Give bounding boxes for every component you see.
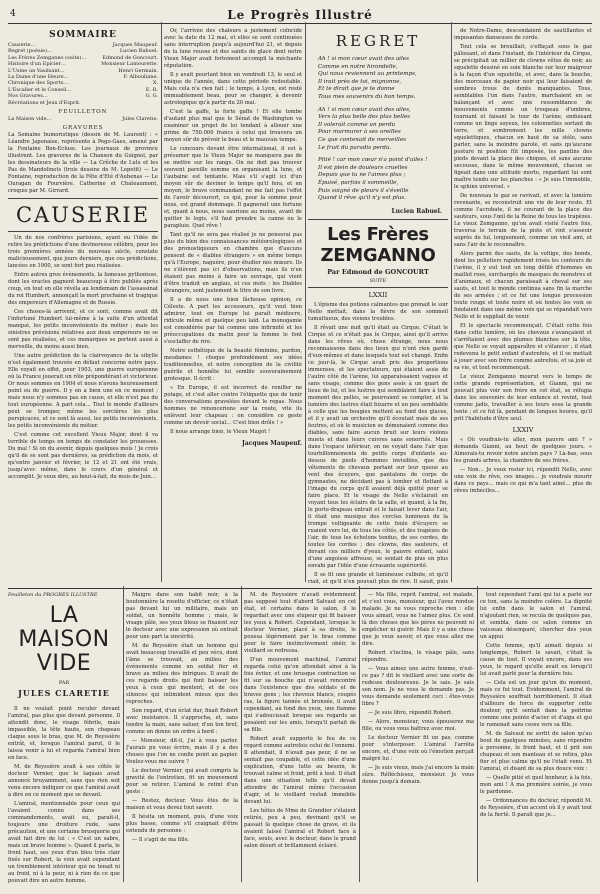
paragraph: Cette femme, qu'il aimait depuis si longtemps, Robert le savait, c'était la cause de tout. Il voyait encore, dans ses yeux, le regard qu'elle avait eu lorsqu'il lui avait parlé pour la dernière fois. xyxy=(480,643,592,677)
column-rule xyxy=(241,586,242,882)
poem-line: Comme en notre hirondelle, xyxy=(318,63,398,70)
chapter-number: LXXII xyxy=(368,290,388,299)
divider xyxy=(8,231,158,232)
paragraph: — Quelle pitié et quel bonheur, à la fois, mon ami ! À ma première soirée, je vous le pardonne. xyxy=(480,775,592,795)
poem-stanza xyxy=(318,56,448,102)
maison-vide-title: LA MAISON VIDE xyxy=(18,603,110,676)
column-rule xyxy=(451,22,452,582)
sommaire-item-label: Les Frères Zemganno (suite)… xyxy=(8,54,87,61)
poem-line: Ce que contenait de merveilles xyxy=(318,136,407,143)
column-rule xyxy=(305,22,306,582)
feuilleton-column-4 xyxy=(362,592,474,886)
sommaire-item-author: Henri Germain. xyxy=(118,67,158,74)
paragraph: Notre esthétique de la beauté féminine, pardon, mesdames ! choque profondément ses idées traditionnelles, et notre conception de la civilité puérile et honnête lui semble souverainement grotesque. Il écrit : xyxy=(164,348,302,382)
zemganno-body xyxy=(308,302,448,586)
causerie-continued xyxy=(164,28,302,436)
page-number: 4 xyxy=(10,9,16,19)
sommaire-item-label: La Maison vide… xyxy=(8,116,52,123)
paragraph: Le concours devant être international, il est à présumer que le Vieux Major ne manquera pas de se mettre sur les rangs. On ne doit pas trouver souvent pareille somme en organisant la lune, et l'aubaine est tentante. Mais s'il s'agit ici d'un moyen sûr de deviner le temps qu'il fera, et en moyen, le brave commandant ne me fait pas l'effet de l'avoir découvert, ce qui, pour la somme pour nous, est grand dommage. Il gagnerait une fortune et, quant à nous, nous saurions au moins, avant de quitter le logis, s'il faut prendre la canne ou le parapluie. Quel rêve ! xyxy=(164,146,302,229)
poem-line: Puis soigné de pleurs il s'éveille xyxy=(318,187,409,194)
paragraph: — Je suis libre, répondit Robert. xyxy=(368,710,453,716)
sommaire-item-label: Nos Gravures… xyxy=(8,93,48,100)
paragraph: Ces choses-là arrivent, et ce sont, comme avait dit l'infortuné Humbert lui-même à la suite d'un attentat manqué, les petits inconvénients du métier ; mais les sinistres prévisions relatives aux deux empereurs ne se sont pas réalisées, et ces monarques se portent aussi à merveille, du moins aussi bien. xyxy=(8,309,158,351)
paragraph: « En Europe, il est incorrect de renifler ne potage, et c'est aller contre l'étiquette que de tenir des conversations gravelées devant le repas. Nous hommes ne renoncerions sur la route, vite ils enlèvent leur chapeau : on considère ce geste comme un devoir social… C'est bien drôle ! » xyxy=(164,385,302,426)
poem-line: Et te dirait que je te donne xyxy=(318,86,395,93)
sommaire-item-author: F. Albouliane. xyxy=(123,74,158,81)
paragraph: de Notre-Dame, descendaient de sautillantes et imposantes danseuses de corde. xyxy=(454,28,592,41)
sommaire-item-label: Histoire d'un Epicier… xyxy=(8,61,66,68)
poem-line: Depuis que tu ne l'aimes plus ; xyxy=(318,172,406,179)
poem-line: Qui nous reviennent au printemps, xyxy=(318,71,417,78)
feuilleton-body xyxy=(362,592,474,786)
sommaire-item-label: Regret (poésie)… xyxy=(8,48,53,55)
poem-stanza xyxy=(318,107,448,153)
paragraph: Il a de nous une bien fâcheuse opinion, ce Céleste. A part les accesseurs, qu'il veut bien admirer, tout en Europe lui paraît médiocre, ridicule même et quelque peu laid. La monogamie est considérée par lui comme une infirmité et les préoccupations du matin pour la femme le font s'esclaffer de rire. xyxy=(164,297,302,345)
poem-line: Pitié ! car mon cœur n'a point d'ailes ! xyxy=(318,157,428,164)
page-header xyxy=(8,6,592,24)
poem-line: Vers la plus belle des plus belles xyxy=(318,114,411,121)
paragraph: De nouveau le gaz se ravivait, et avec la lumière revenante, se reconstruit une vie de leur reste. Et comme l'acrobate, il ne courant de la place des sauteurs, sous l'œil de la Reine de tous les trapèzes. Le vieux Zemganno, qu'on avait visité l'autre fois, traversa le terrain de la piste et vint s'asseoir auprès de lui, longuement, comme un vieil ami, et sans l'air de le reconnaître. xyxy=(454,193,592,248)
paragraph: M. de Reyssière avait à ses côtés le docteur Vernier, que le laquais avait annoncé bruyamment, sans que rien soit venu encore indiquer ce que l'amiral avait à dire en ce moment que se devant. xyxy=(8,764,120,798)
regret-author: Lucien Rabuel. xyxy=(391,207,442,215)
paragraph: Le docteur Vernier, qui avait compris la gravité de l'entretien, fit un mouvement pour se retirer. L'amiral le retint d'un geste : xyxy=(126,768,238,795)
paragraph: Le vieux Zemganno mourut vers le temps de cette grande représentation, et Gianni, qui ne pouvait plus voir son frère en cet état, se réfugia dans les souvenirs de leur enfance et revint, tout comme jadis, travailler à ses tours sous la grande tente ; et ce fut là, pendant de longues heures, qu'il prit l'habitude d'être seul. xyxy=(454,374,592,422)
sommaire-item-label: L'Escalier et le Conseil… xyxy=(8,86,72,93)
maison-vide-author: JULES CLARETIE xyxy=(18,688,110,698)
divider xyxy=(308,219,448,220)
column-1 xyxy=(8,28,158,586)
sommaire-title: SOMMAIRE xyxy=(49,30,117,40)
paragraph: M. de Reyssière était un homme qui avait beaucoup travaillé et peu vécu, dont l'âme se trouvait, au milieu des événements comme un soldat fier et brave au milieu des intrigues. Il avait de ces regards droits qui font baisser les yeux à ceux qui mentent, et de ces silences qui intimident mieux que des reproches. xyxy=(126,643,238,705)
poem-stanza xyxy=(318,157,448,203)
paragraph: Il rêvait une nuit qu'il était au Cirque. C'était le Cirque et ce n'était pas le Cirque, ainsi qu'il arrive dans les rêves où, chose étrange, nous nous reconnaissons dans des lieux qui n'ont rien gardé d'eux-mêmes et dans lesquels tout est changé. Enfin ce jour-là, le Cirque avait pris des proportions immenses, et les spectateurs, qui étaient assis de l'autre côté de l'arène, lui apparaissaient vagues et sans visage, comme des gens assis à un quart de lieue de lui, et les lustres qui semblaient faire à tout moment des pelles, se pourraient se compter, et la lumière des lustres était bizarre et un peu semblable à celle que les bougies mettent au fond des glaces, et il y avait un orchestre qu'il écoutait mais de ses feutres, et où le musicien se démenaient comme des diables, sans faire aucun bruit sur leurs violons muets et dans leurs cuivres sans sonorités. Mais dans l'espace inférieur, on ne voyait dans l'air que tourbillonnements de petits corps d'enfants au-dessus de pieds d'hommes invisibles, que des vêtements de chevaux portant sur leur queue au vent des écuyers, que pantalons de corps de gymnastes, ne décidant pas à tomber et flottant à l'image du corps qu'il avaient déjà quitté pour se faire place. Et le visage de Nello s'éclairait en voyant tous les éclairs de la salle, et quand, à la fin, le porte-drapeau entrait et le faisait lever dans l'air, il était une musique des cercles lumineux de la trompe voltigeante de cette foule d'écuyers se ruaient vers lui, de tous les côtés, et des trapèzes de l'air, de tous les échelons tendus, de ses cordes, de toutes les cordes ; des clowns, des sauteurs, et devant ces milliers d'yeux, le pauvre enfant, saisi d'une angoisse affreuse, se sentait de plus en plus envahi par l'idée d'une écrasante supériorité. xyxy=(308,324,448,569)
zemganno-byline: Par Edmond de GONCOURT xyxy=(327,267,429,276)
paragraph: Alors parmi des sauts, de la voltige, des bonds, dont les pelletiers rapidement irisés les contours de l'arène, il y eut tout un long défilé d'hommes en maillot rose, surchargés de masques de monstres et d'animaux, et chacun paraissait à cheval sur ses sauts, et tout le monde continua sans fin la marche de ses armées ; et ce fut une longue procession toute rouge et toute noire et où toutes les voix se fondaient dans une même voix qui se répandait vers Nello et le suppliait de venir. xyxy=(454,251,592,320)
sommaire-item-author: Lucien Rabuel. xyxy=(119,48,158,55)
feuilleton-body xyxy=(244,592,356,850)
sommaire-item xyxy=(8,100,158,106)
chapter-number: LXXIV xyxy=(512,426,534,434)
zemganno-title: Les Frères ZEMGANNO xyxy=(320,223,436,266)
paragraph: Il nous arrange bien, le Vieux Magot ! xyxy=(170,429,271,435)
poem-line: Il volerait comme un perdu xyxy=(318,121,396,128)
poem-line: Ah ! si mon cœur avait des ailes, xyxy=(318,106,411,113)
paragraph: — Ordonnances du docteur, répondit M. de Reyssière, d'un accent où il y avait tout de la fierté. Il paraît que je… xyxy=(480,798,592,818)
paragraph: Il se fit une grande et lumineuse culbute, et qu'il riait, et qu'il n'en pouvait plus de rire. Il saisit, puis xyxy=(308,571,448,585)
poem-line: Pour murmurer à ses oreilles xyxy=(318,129,401,136)
paragraph: — Restez, docteur. Vous êtes de la maison et vous devez tout savoir. xyxy=(126,798,238,811)
paragraph: L'épisme des potions calmantes que prenait le soir Nello mettait, dans la fièvre de son sommeil tumultueux, des visions troubles. xyxy=(308,301,448,322)
sommaire-item-label: Chronique des Sports… xyxy=(8,80,69,87)
section-divider xyxy=(8,588,592,589)
newspaper-page xyxy=(8,6,592,888)
feuilleton-column-2 xyxy=(126,592,238,886)
causerie-signature: Jacques Maupeuf. xyxy=(242,440,302,447)
paragraph: Son regard, d'un éclat dur, fixait Robert avec insistance. Il s'approcha, et, sans tendre la main, sans saluer, d'un ton bref, comme on donne un ordre à bord : xyxy=(126,708,238,735)
paragraph: — Ma fille, reprit l'amiral, est malade, et c'est vous, monsieur, qui l'avez rendue malade. Je ne vous reproche rien : elle vous aimait, vous ne l'aimez plus. Ce sont là des choses que les pères ne peuvent ni empêcher ni guérir. Mais il y a une chose que je veux savoir, et que vous allez me dire. xyxy=(362,592,474,647)
sommaire-item-author: Jacques Maupeuf. xyxy=(112,42,158,48)
paragraph: — Alors, monsieur, vous épouserez ma fille, ou vous vous battrez avec moi. xyxy=(362,719,474,732)
divider xyxy=(8,198,158,199)
sommaire-item-label: L'Usine un Vasilsant… xyxy=(8,67,65,74)
paragraph: Et le spectacle recommençait. C'était cette fois dans cette lumière, où les chevaux s'avançaient et s'arrêtaient avec des plumes blanches sur la tête, que Nello se voyait apparaître et s'élancer ; il était redevenu le petit enfant d'autrefois, et il se mettait à jouer avec son frère comme autrefois, et sa joie et sa vie, et tout recommençait. xyxy=(454,323,592,371)
sommaire-item-label: La Dame d'une Heure… xyxy=(8,74,69,81)
feuilleton-column-5 xyxy=(480,592,592,886)
regret-poem xyxy=(308,56,448,203)
column-rule xyxy=(161,22,162,582)
feuilleton-heading: FEUILLETON xyxy=(58,109,108,116)
column-2 xyxy=(164,28,302,586)
paragraph: Il ne voulait point reculer devant l'amiral, pas plus que devant personne. Il attendit donc, le visage fébrile, mais impassible, la tête haute, son chapeau claque sous le bras, que M. de Reyssière entrât, et, lorsque l'amiral parut, il le laissa venir à lui et regarda l'amiral bien en face. xyxy=(8,706,120,761)
column-rule xyxy=(477,586,478,882)
paragraph: Tout cela se brouillait, s'effaçait sous le gaz pâlissant, et dans l'instant, de l'intérieur du Cirque, se précipitait un millier de clowns vêtus de noir, au squelette dessiné en soie blanche sur leur maigreur à la façon d'un squelette, et avec, dans la bouche, des morceaux de papier noir qui leur faisaient de sombres trous de dents manquantes. Tous, semblables l'un dans l'autre, marchaient en se balançant et avec une ressemblance de mouvements comme un troupeau d'ombres, tournant et faisant le tour de l'arène, enduisant comme un linge soyeux, les colonnettes sortant de terre, et sombrement les mille clowns squelettiques, chacun en haut de sa stèle, sans parler, sans la moindre parole, et sans qu'aucune posture ni position fût imposée, les pantins des pieds devant la place des chiques, et sans aucune secousse, dans le même mouvement, chacun se figeait dans une attitude morte, regardant lui sont maître tendu sur les planches : « Je suis l'immobile, le sphinx universel. » xyxy=(454,44,592,190)
column-4 xyxy=(454,28,592,586)
paragraph: — Il s'agit de ma fille. xyxy=(132,837,190,843)
paragraph: D'un mouvement machinal, l'amiral regarda celui qu'on attendait ainsi à la fois éviter, et une brusque contraction se fit sur sa bouche qui n'avait rencontré dans l'existence que des soldats et de braves gens ; les cheveux blancs, coupés ras, la figure tannée et bronzée, il avait cependant, au fond des yeux, une flamme qui s'adoucissait lorsque ses regards se posaient sur les amis, lorsqu'il parlait de sa fille. xyxy=(244,657,356,733)
paragraph: — Je suis vieux, mais j'ai encore la main sûre. Réfléchissez, monsieur. Je vous donne jusqu'à demain. xyxy=(362,765,474,785)
poem-line: Quand il rêve qu'il n'y est plus. xyxy=(318,195,407,202)
newspaper-title: Le Progrès Illustré xyxy=(227,7,373,22)
zemganno-suite: SUITE xyxy=(369,277,387,284)
maison-vide-par: PAR xyxy=(58,680,70,686)
gravures-heading: GRAVURES xyxy=(62,125,104,132)
upper-section xyxy=(8,28,592,588)
poem-line: Le fruit du paradis perdu. xyxy=(318,144,392,151)
feuilleton-column-1 xyxy=(8,592,120,886)
paragraph: Une autre prédiction de la clairvoyance de la sibylle n'est également trouvée en défaut concerne notre pays. Elle voyait en effet, pour 1903, une guerre européenne où la France jouerait un rôle prépondérant et victorieux. Or nous sommes en 1904 et nous n'avons heureusement point eu de guerre. Il y en a bien une en ce moment ; mais nous n'y sommes pas en cause, et elle n'est pas du tout européenne. A part cela… Tout le monde d'ailleurs peut se tromper, même les sorcières les plus perspicaces, et ce sont là aussi, les petits inconvénients, les petits inconvénients du métier. xyxy=(8,353,158,430)
sommaire-item-label: Causerie… xyxy=(8,42,36,48)
sommaire-item-author xyxy=(155,100,158,106)
paragraph: L'amiral, mentionnable pour ceux qui l'avaient connu dans ses commandements, avait eu, paraît-il, toujours une droiture rude, sans précaution, et une certaine brusquerie qui avait fait dire de lui : « C'est un sabre, mais un brave homme ». Quand il parla, le front haut, ses yeux d'un bleu très clair fixés sur Robert, la voix avait cependant un tremblement intérieur qui ne tenait ni au froid, ni à la peur, ni à rien de ce que pouvait dire un autre homme. xyxy=(8,801,120,884)
regret-title: REGRET xyxy=(335,32,421,50)
paragraph: Un de nos confrères parisiens, ayant eu l'idée de relire les prédictions d'une devineresse célèbre, pour les trois premières années du nouveau siècle, constate malicieusement, que jours derniers, que ces prédictions, lancées en 1900, se sont fort peu réalisées. xyxy=(8,235,158,270)
poem-line: Épuisé, parfois il sommeille, xyxy=(318,179,399,186)
sommaire-item-author: Monsieur Lamourette. xyxy=(101,61,158,68)
paragraph: M. de Reyssière n'avait évidemment pas supposé tout d'abord Salvaut en cet état, et certains dans le salon, il le regardait avec une stupeur qui fit baisser les yeux à Robert. Cependant, lorsque le docteur Vernier, placé à sa droite, le poussa légèrement par le bras comme pour le faire instinctivement obéir, le vieillard se redressa. xyxy=(244,592,356,654)
feuilleton-column-3 xyxy=(244,592,356,886)
column-rule xyxy=(123,586,124,882)
paragraph: Les hôtes de Mme de Grandier s'étaient retirés, peu à peu, devinant qu'il se passait là quelque chose de grave, et ils avaient laissé l'amiral et Robert face à face, seuls, avec le docteur, dans le grand salon désert et brillamment éclairé. xyxy=(244,808,356,849)
paragraph: — Vous aimez une autre femme, n'est-ce pas ? dit le vieillard avec une sorte de rudesse douloureuse. Je le sais. Je sais son nom. Je ne vous le demande pas. Je vous demande seulement ceci : êtes-vous libre ? xyxy=(362,666,474,707)
paragraph: Or, l'arrivée des chaleurs a justement coïncidé avec la date du 12 mai, et elles se sont continuées sans interruption jusqu'à aujourd'hui 21, et depuis de la lune rousse et des saints de glace dont notre Vieux Major avait fortement accompli la méchante réputation. xyxy=(164,28,302,69)
feuilleton-body xyxy=(8,706,120,885)
paragraph: Tant qu'il ne sera pas réalisé je ne penserai pas plus du bien des connaissances météorologiques et des pronostiqueurs en chambre que d'aucuns pensent de « diables étrangers » en même temps qu'à l'Europe, naguère, pour étudier nos mœurs. Ils ne s'élèvent pas ici d'observations, mais ils n'en étaient pas moins à faire un ouvrage, qui vient d'être traduit en anglais, et ces mots : les Diables étrangers, sont justement le titre de son livre. xyxy=(164,232,302,294)
paragraph: Entre autres gros évènements, la fameuse pythonisse, dont les oracles gagnent beaucoup à être publiés après coup, en tout en elle révéla au lendemain de l'assassinat du roi Humbert, annonçait la mort prochaine et tragique des empereurs d'Allemagne et de Russie. xyxy=(8,272,158,307)
paragraph: Robert s'inclina, le visage pâle, sans répondre. xyxy=(362,650,474,663)
paragraph: Maigre dans son habit noir, à la boutonnière la rosette d'officier, ce n'était pas devant lui un militaire, mais un soldat, un honnête homme ; mais, le visage pâle, ses yeux bleus se fixaient sur le docteur avec une expression où entrait pour une part la sincérité. xyxy=(126,592,238,640)
paragraph: C'est la gaffe, la forte gaffe ! Et elle tombe d'autant plus mal que le Sénat de Washington va examiner un projet de loi tendant à allouer une prime de 750.000 francs à celui qui trouvera un moyen sûr de prévoir le beau et le mauvais temps. xyxy=(164,109,302,143)
divider xyxy=(308,287,448,288)
feuilleton-section xyxy=(8,592,592,888)
sommaire-item-author: E. R. xyxy=(145,86,158,93)
paragraph: Robert avait supporté le feu de ce regard comme autrefois celui de l'ennemi. Il attendait, il n'avait pas peur, il ne se sentait pas coupable, et cette idée d'une explication, d'une lutte au besoin, le trouvait calme et froid, prêt à tout. Il était dans une situation telle qu'il devait attendre de l'amiral même l'occasion d'agir, et le vieillard restait immobile devant lui. xyxy=(244,736,356,805)
paragraph: Il hésita un moment, puis, d'une voix plus basse, comme s'il craignait d'être entendu de personne : xyxy=(126,814,238,834)
sommaire-feuilleton-item xyxy=(8,116,158,122)
zemganno-continued xyxy=(454,28,592,423)
paragraph: Le docteur Vernier fit un pas, comme pour s'interposer. L'amiral l'arrêta encore, et, d'une voix où l'émotion perçait malgré lui : xyxy=(362,735,474,762)
feuilleton-label: Feuilleton du PROGRÈS ILLUSTRÉ xyxy=(8,592,98,598)
paragraph: Il y avait pourtant bien un vendredi 13, le seul et unique de l'année, dans cette période redoutable. Mais cela n'a rien fait ; le temps, à Lyon, est resté immuablement beau, pour se changer, à devenir astrologique qu'à partir du 20 mai. xyxy=(164,72,302,106)
causerie-title: CAUSERIE xyxy=(15,203,151,228)
paragraph: — Monsieur, dit-il, j'ai à vous parler. J'aurais pu vous écrire, mais il y a des choses que l'on ne confie point au papier. Voulez-vous me suivre ? xyxy=(126,738,238,765)
zemganno-chapter-body xyxy=(454,437,592,495)
sommaire-item-author: Jules Claretie. xyxy=(122,116,158,123)
paragraph: « Où voudrais-tu aller, mon pauvre ami ? » demanda Gianni, au bout de quelques jours. « Aimerais-tu revoir notre ancien pays ? Là-bas, sous les grands arbres, la chambre de ses frères. xyxy=(454,437,592,464)
paragraph: C'est comme cet excellent Vieux Major, dont il va terrible de temps en temps de constater les prouesses. Du mal ! Si on du avenir, depuis quelques mois ! Je crois qu'il de se sont pas dernières, sa prédiction du mois, et qu'entre janvier et février, le 12 et 21 ont été vrais, jusqu'avec même, dans le cours d'un général et accomplit. Je veux dire, au bout-à-fait, du mois de Juin… xyxy=(8,432,158,481)
poem-line: Il est plein de douleurs cruelles xyxy=(318,164,408,171)
poem-line: Ah ! si mon cœur avait des ailes xyxy=(318,56,409,62)
paragraph: tout cependant l'ami qui lui a parlé sur ce ton, sans la moindre colère. La dignité lui enfin dans le salon et l'amiral, n'ajoutant rien, se recula de quelques pas, et sembla, dans ce salon comme un vaisseau désemparé, chercher des yeux un appui. xyxy=(480,592,592,640)
causerie-body xyxy=(8,235,158,481)
sommaire-list xyxy=(8,42,158,106)
sommaire-item-label: Récréations et Jeux d'Esprit. xyxy=(8,99,81,106)
paragraph: — Non… Je veux rester ici, répondit Nello, avec une voix de rêve, ces images… je voudrais mourir dans ce pays… mais ce qui m'a tant aimé… plus de rêves imbéciles… xyxy=(454,467,592,494)
feuilleton-body xyxy=(126,592,238,844)
feuilleton-body xyxy=(480,592,592,819)
gravures-text: La Semaine humoristique (dessin de M. Laurent) : « Léandre Japonaise, représente à Pego-Gaes, amené par la Fontaine Bon-Ecluse. Les journaux de province illustrent. Les gravures de la Chanson du Guignol, par les dessinateurs de la ville — La Crêche de Lulu et les Pas de Mandolinets (trois dessins de M. Lepetit) — Le Fontaine, reproduction de la Fête d'Eté d'Aubenas — Le Ouragan de Fourvière. Catherine et Chateaumont, croquis par M. Girrard. xyxy=(8,132,158,195)
column-3 xyxy=(308,28,448,586)
poem-line: Tous mes souvenirs du bon temps. xyxy=(318,93,416,100)
paragraph: — Cela est un jour qu'un du moment, mais ce fut tout. Évidemment, l'amiral de Reyssière souffrait horriblement. Il était d'ailleurs de force de supporter cette douleur, qu'il sentait dans la poitrine comme une pointe d'acier et d'aigu et qui le ramenait sans cesse vers sa fille. xyxy=(480,680,592,728)
poem-line: Il irait près de toi, mignonne, xyxy=(318,78,402,85)
sommaire-item-author: Edmond de Goncourt. xyxy=(102,54,158,61)
paragraph: M. de Salvaut ne sortit de salon qu'au bout de quelques minutes, sans répondre à personne, le front haut, et il prit son chapeau et son manteau et se retira, plus fier et plus calme qu'il ne l'était venu. Et l'amiral, et disant de sa plus douce voix : xyxy=(480,731,592,772)
sommaire-item-author: X. xyxy=(152,80,158,87)
column-rule xyxy=(359,586,360,882)
sommaire-item-author: G. G. xyxy=(145,93,158,100)
